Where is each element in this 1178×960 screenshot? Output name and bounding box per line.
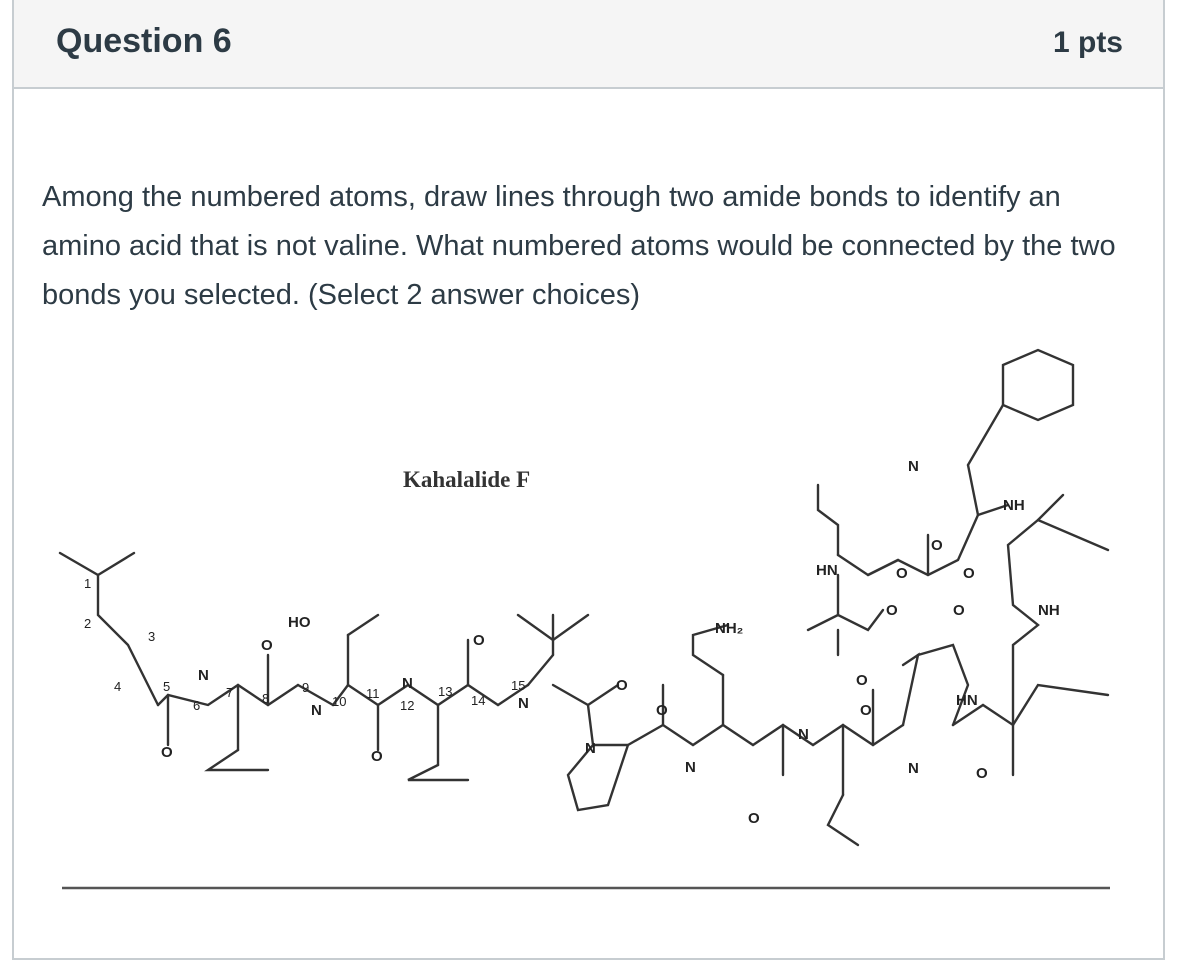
o-label: O xyxy=(473,632,485,649)
n-label: N xyxy=(908,760,919,777)
o-label: O xyxy=(656,702,668,719)
ho-label: HO xyxy=(288,614,311,631)
n-label: N xyxy=(585,740,596,757)
n-label: N xyxy=(198,667,209,684)
o-label: O xyxy=(856,672,868,689)
figure-title: Kahalalide F xyxy=(403,467,531,492)
atom-number: 12 xyxy=(400,698,415,713)
atom-number: 11 xyxy=(366,686,380,701)
macrocycle-bonds xyxy=(568,350,1108,845)
o-label: O xyxy=(860,702,872,719)
atom-number: 10 xyxy=(332,694,347,709)
o-label: O xyxy=(886,602,898,619)
o-label: O xyxy=(261,637,273,654)
atom-number: 8 xyxy=(262,691,270,706)
atom-number: 15 xyxy=(511,678,526,693)
n-label: N xyxy=(685,759,696,776)
question-header xyxy=(14,0,1163,89)
o-label: O xyxy=(953,602,965,619)
n-label: N xyxy=(798,726,809,743)
atom-number: 13 xyxy=(438,684,453,699)
o-label: O xyxy=(161,744,173,761)
o-label: O xyxy=(371,748,383,765)
kahalalide-f-structure-image xyxy=(48,345,1110,893)
n-label: N xyxy=(311,702,322,719)
o-label: O xyxy=(616,677,628,694)
question-text: Among the numbered atoms, draw lines through two amide bonds to identify an amino acid that is not valine. What numbered atoms would be connected by the two bonds you selected. (Select 2 answer choices) xyxy=(42,181,1116,311)
atom-number: 3 xyxy=(148,629,156,644)
atom-number: 2 xyxy=(84,616,92,631)
atom-number: 9 xyxy=(302,680,310,695)
atom-number: 7 xyxy=(226,685,234,700)
atom-number: 5 xyxy=(163,679,171,694)
question-title: Question 6 xyxy=(56,22,232,60)
atom-number: 1 xyxy=(84,576,92,591)
n-label: N xyxy=(402,675,413,692)
hn-label: HN xyxy=(956,692,978,709)
nh-label: NH xyxy=(1003,497,1025,514)
o-label: O xyxy=(976,765,988,782)
o-label: O xyxy=(748,810,760,827)
atom-number: 6 xyxy=(193,698,201,713)
o-label: O xyxy=(896,565,908,582)
o-label: O xyxy=(931,537,943,554)
atom-numbers xyxy=(84,576,525,713)
hn-label: HN xyxy=(816,562,838,579)
nh2-label: NH₂ xyxy=(715,620,744,637)
n-label: N xyxy=(518,695,529,712)
atom-number: 14 xyxy=(471,693,486,708)
n-label: N xyxy=(908,458,919,475)
o-label: O xyxy=(963,565,975,582)
nh-label: NH xyxy=(1038,602,1060,619)
left-chain-bonds xyxy=(60,553,618,780)
atom-labels xyxy=(161,458,1060,827)
atom-number: 4 xyxy=(114,679,122,694)
question-points: 1 pts xyxy=(1052,26,1123,59)
